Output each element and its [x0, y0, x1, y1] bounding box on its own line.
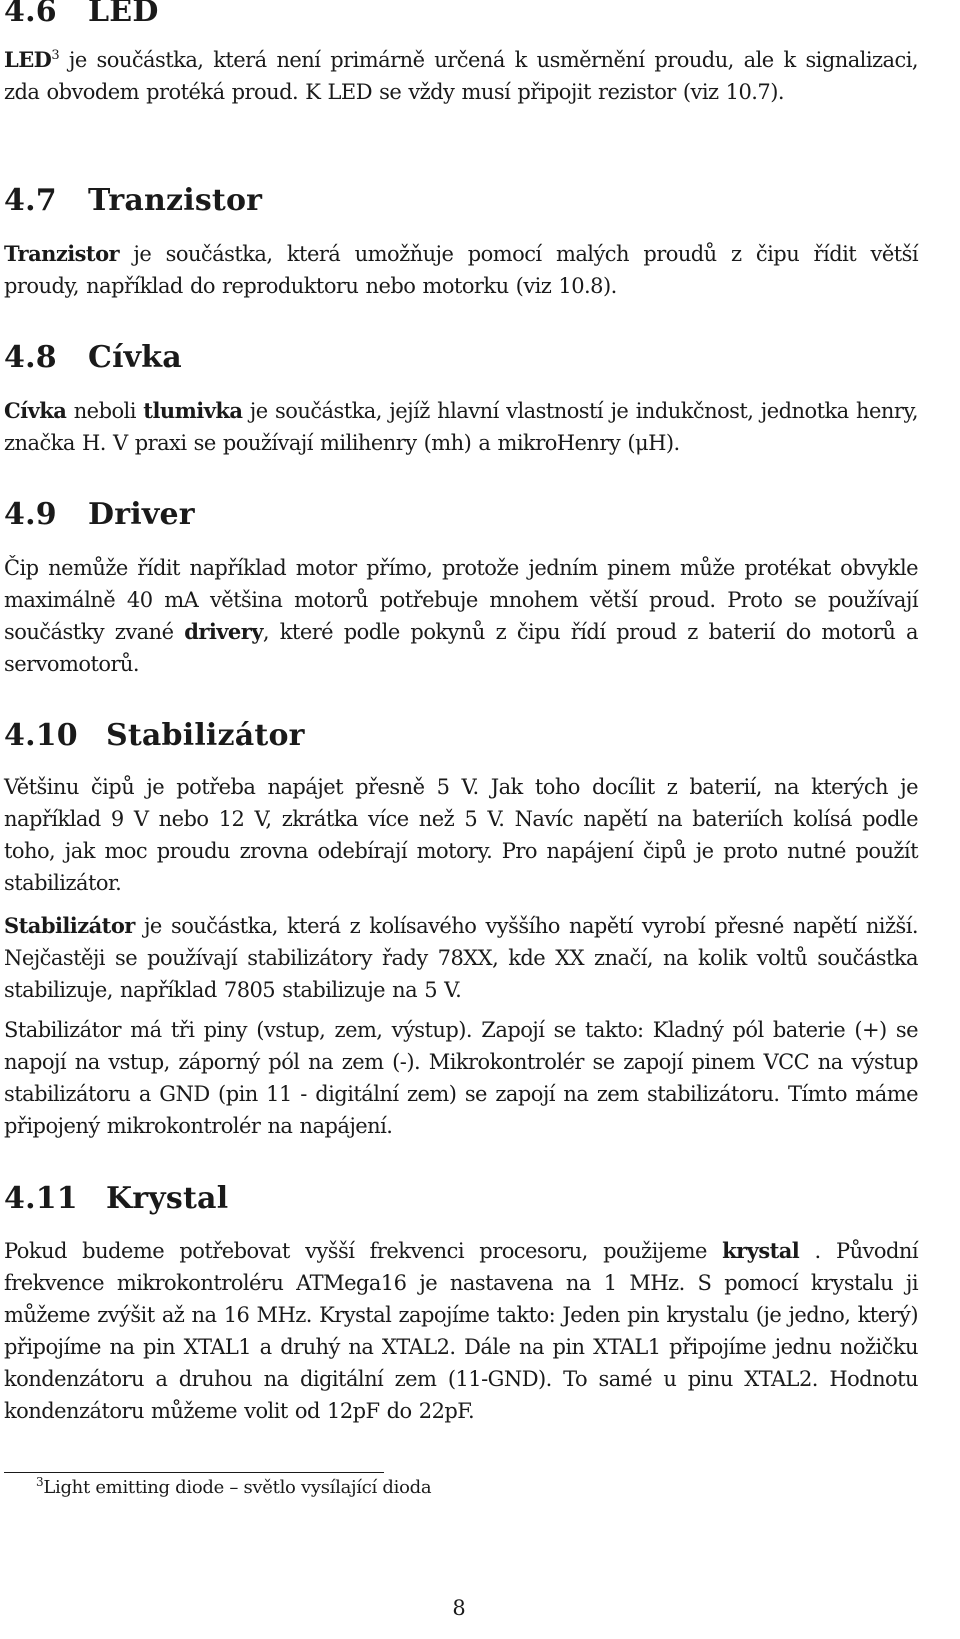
footnote-ref: 3 [51, 48, 60, 63]
paragraph-stabilizator-2 [4, 910, 918, 1006]
section-number: 4.9 [4, 497, 57, 532]
paragraph-text: . Původní frekvence mikrokontroléru ATMega16 je nastavena na 1 MHz. S pomocí krystalu ji můžeme zvýšit až na 16 MHz. Krystal zapojíme takto: Jeden pin krystalu (je jedno, který) připojíme na pin XTAL1 a druhý na XTAL2. Dále na pin XTAL1 připojíme jednu nožičku kondenzátoru a druhou na digitální zem (11-GND). To samé u pinu XTAL2. Hodnotu kondenzátoru můžeme volit od 12pF do 22pF. [4, 1239, 918, 1423]
section-title: Krystal [106, 1181, 229, 1216]
section-number: 4.6 [4, 0, 57, 29]
page-number: 8 [452, 1596, 466, 1620]
paragraph-civka [4, 395, 918, 459]
paragraph-text: neboli [66, 399, 144, 423]
paragraph-text: , které podle pokynů z čipu řídí proud z baterií do motorů a servomotorů. [4, 620, 918, 676]
paragraph-led [4, 44, 918, 108]
section-title: Driver [88, 497, 195, 532]
section-heading-led [4, 0, 159, 29]
section-number: 4.7 [4, 183, 57, 218]
term-drivery: drivery [184, 619, 263, 644]
term-stabilizator: Stabilizátor [4, 913, 135, 938]
section-heading-civka [4, 341, 182, 375]
footnote-mark: 3 [36, 1475, 44, 1489]
paragraph-text: Pokud budeme potřebovat vyšší frekvenci procesoru, použijeme [4, 1239, 723, 1263]
footnote-text: Light emitting diode – světlo vysílající dioda [43, 1477, 432, 1498]
term-krystal: krystal [722, 1238, 800, 1263]
paragraph-text: Čip nemůže řídit například motor přímo, protože jedním pinem může protékat obvykle maximálně 40 mA většina motorů potřebuje mnohem větší proud. Proto se používají součástky zvané [4, 556, 918, 644]
section-heading-driver [4, 498, 195, 532]
term-tlumivka: tlumivka [143, 398, 243, 423]
section-title: Cívka [88, 340, 182, 375]
section-number: 4.10 [4, 718, 78, 753]
paragraph-stabilizator-3: Stabilizátor má tři piny (vstup, zem, výstup). Zapojí se takto: Kladný pól baterie (+) se napojí na vstup, záporný pól na zem (-). Mikrokontrolér se zapojí pinem VCC na výstup stabilizátoru a GND (pin 11 - digitální zem) se zapojí na zem stabilizátoru. Tímto máme připojený mikrokontrolér na napájení. [4, 1018, 918, 1138]
paragraph-stabilizator-1: Většinu čipů je potřeba napájet přesně 5 V. Jak toho docílit z baterií, na kterých je například 9 V nebo 12 V, zkrátka více než 5 V. Navíc napětí na bateriích kolísá podle toho, jak moc proudu zrovna odebírají motory. Pro napájení čipů je proto nutné použít stabilizátor. [4, 775, 918, 895]
paragraph-text: je součástka, která z kolísavého vyššího napětí vyrobí přesné napětí nižší. Nejčastěji se používají stabilizátory řady 78XX, kde XX značí, na kolik voltů součástka stabilizuje, například 7805 stabilizuje na 5 V. [4, 914, 918, 1002]
section-heading-tranzistor [4, 184, 262, 218]
term-tranzistor: Tranzistor [4, 241, 120, 266]
footnote [36, 1474, 431, 1502]
section-number: 4.11 [4, 1181, 78, 1216]
section-title: Tranzistor [88, 183, 263, 218]
section-title: Stabilizátor [106, 718, 305, 753]
section-title: LED [88, 0, 159, 29]
section-number: 4.8 [4, 340, 57, 375]
term-led: LED [4, 47, 52, 72]
section-heading-krystal [4, 1182, 228, 1216]
paragraph-krystal [4, 1235, 918, 1427]
footnote-divider [4, 1472, 384, 1473]
paragraph-tranzistor [4, 238, 918, 302]
paragraph-text: je součástka, která není primárně určená k usměrnění proudu, ale k signalizaci, zda obvodem protéká proud. K LED se vždy musí připojit rezistor (viz 10.7). [4, 48, 918, 104]
paragraph-text: je součástka, která umožňuje pomocí malých proudů z čipu řídit větší proudy, například do reproduktoru nebo motorku (viz 10.8). [4, 242, 918, 298]
section-heading-stabilizator [4, 719, 305, 753]
paragraph-text: je součástka, jejíž hlavní vlastností je indukčnost, jednotka henry, značka H. V praxi se používají milihenry (mh) a mikroHenry (μH). [4, 399, 919, 455]
paragraph-driver [4, 552, 918, 680]
term-civka: Cívka [4, 398, 67, 423]
